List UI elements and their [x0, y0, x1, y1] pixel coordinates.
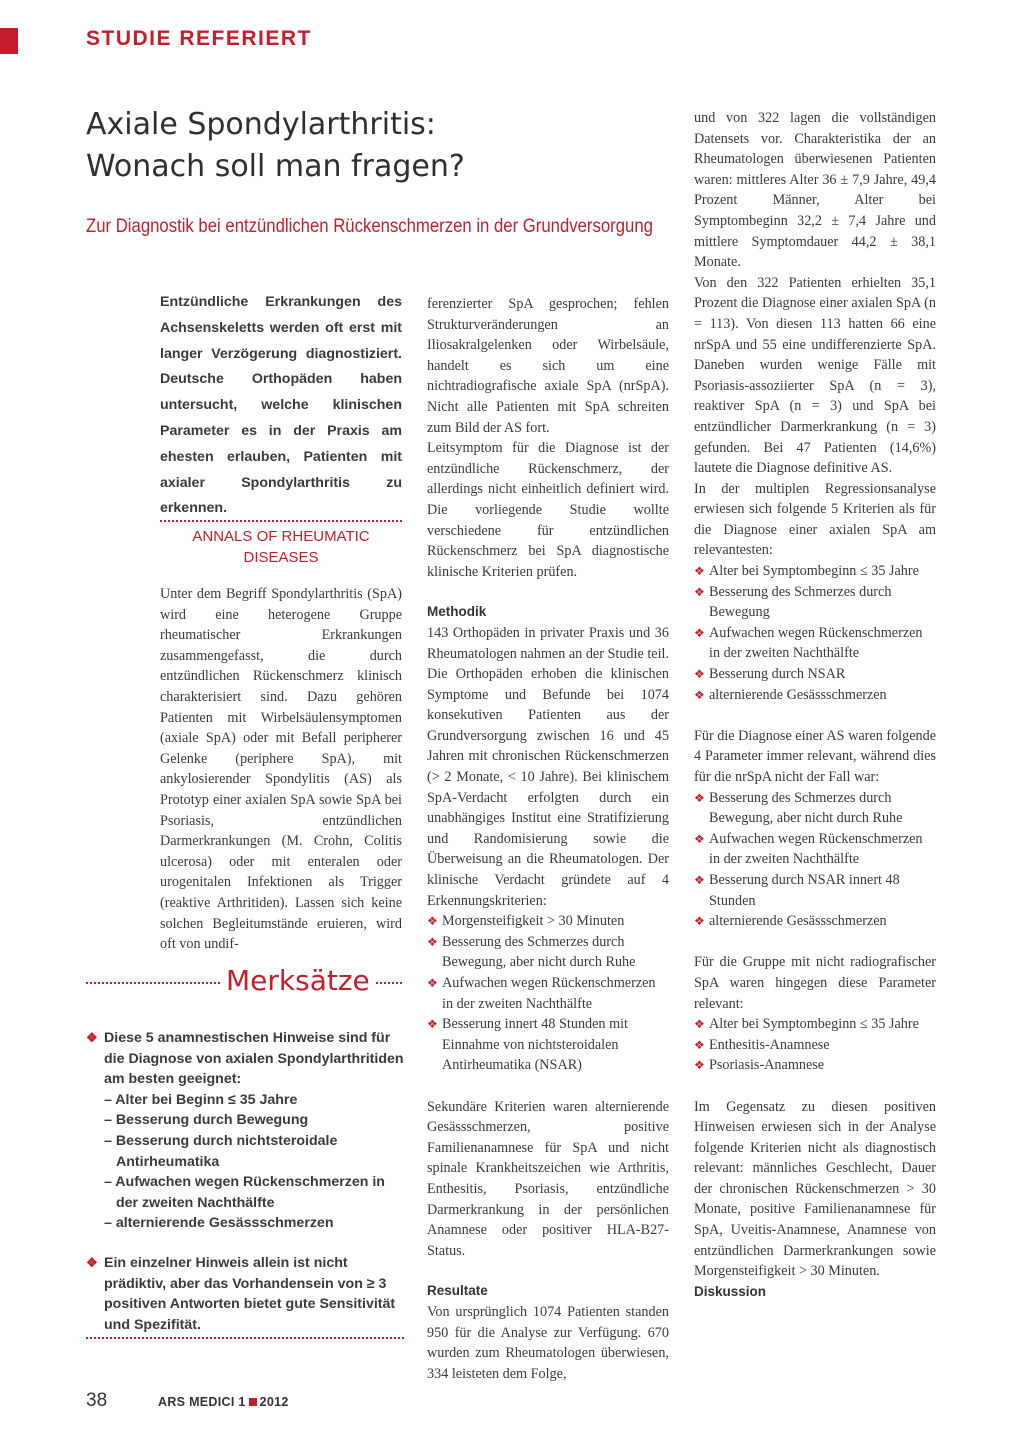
col2-paragraph-4: Sekundäre Kriterien waren alternierende Gesässschmerzen, positive Familienanamnese für SpA und nicht spinale Krankheitszeichen wie Arthritis, Enthesitis, Psoriasis, entzündliche Darmerkrankung in der persönlichen Anamnese oder positiver HLA-B27-Status. [427, 1098, 669, 1259]
col2-paragraph-5: Von ursprünglich 1074 Patienten standen 950 für die Analyse zur Verfügung. 670 wurden zum Rheumatologen überwiesen, 334 leisteten dem Folge, [427, 1303, 669, 1382]
criteria-list [427, 911, 669, 1076]
merksatz-list-item: – Besserung durch Bewegung [104, 1112, 309, 1129]
merksaetze-box [86, 1028, 404, 1335]
article-title [86, 104, 646, 188]
source-line-2: DISEASES [243, 549, 319, 566]
title-line-1: Axiale Spondylarthritis: [86, 107, 436, 142]
list-item: ❖ Morgensteifigkeit > 30 Minuten [427, 911, 669, 932]
merksatz-list-item: – alternierende Gesässschmerzen [104, 1215, 334, 1232]
col1-paragraph: Unter dem Begriff Spondylarthritis (SpA) wird eine heterogene Gruppe rheumatischer Erkrankungen zusammengefasst, die durch entzündlichen Rückenschmerz klinisch charakterisiert sind. Dazu gehören Patienten mit Wirbelsäulensymptomen (axiale SpA) oder mit Befall peripherer Gelenke (periphere SpA), mit ankylosierender Spondylitis (AS) als Prototyp einer axialen SpA sowie SpA bei Psoriasis, entzündlichen Darmerkrankungen (M. Crohn, Colitis ulcerosa) oder mit enteralen oder urogenitalen Infektionen als Trigger (reaktive Arthritiden). Lassen sich keine solchen Begleitumstände eruieren, wird oft von undif- [160, 586, 402, 953]
merksatz-2 [86, 1253, 404, 1335]
diamond-bullet-icon: ❖ [694, 831, 705, 846]
source-line-1: ANNALS OF RHEUMATIC [192, 528, 370, 545]
merksaetze-dots-right [376, 982, 402, 984]
list-item: ❖ Besserung des Schmerzes durch Bewegung [694, 583, 892, 621]
nrspa-criteria-list [694, 1014, 936, 1076]
heading-resultate: Resultate [427, 1283, 488, 1299]
diamond-bullet-icon: ❖ [427, 1017, 438, 1032]
merksaetze-heading [86, 964, 404, 997]
diamond-bullet-icon: ❖ [694, 564, 705, 579]
section-marker [0, 28, 18, 54]
diamond-bullet-icon: ❖ [86, 1254, 98, 1270]
page-number: 38 [86, 1390, 108, 1411]
square-separator-icon [249, 1398, 257, 1406]
list-item: ❖ Aufwachen wegen Rückenschmerzen in der zweiten Nachthälfte [694, 624, 923, 662]
col3-paragraph-1: und von 322 lagen die vollständigen Datensets vor. Charakteristika der an Rheumatologen überwiesenen Patienten waren: mittleres Alter 36 ± 7,9 Jahre, 49,4 Prozent Männer, Alter bei Symptombeginn 32,2 ± 7,4 Jahre und mittlere Symptomdauer 44,2 ± 38,1 Monate. [694, 110, 936, 271]
source-divider-top [160, 520, 402, 522]
diamond-bullet-icon: ❖ [694, 1058, 705, 1073]
col3-paragraph-4: Für die Diagnose einer AS waren folgende 4 Parameter immer relevant, während dies für die nrSpA nicht der Fall war: [694, 727, 936, 785]
diamond-bullet-icon: ❖ [86, 1030, 98, 1045]
list-item: ❖ Besserung des Schmerzes durch Bewegung, aber nicht durch Ruhe [694, 789, 903, 827]
diamond-bullet-icon: ❖ [694, 790, 705, 805]
col3-paragraph-6: Im Gegensatz zu diesen positiven Hinweisen erwiesen sich in der Analyse folgende Kriterien nicht als diagnostisch relevant: männliches Geschlecht, Dauer der chronischen Rückenschmerzen > 30 Monate, positive Familienanamnese für SpA, Uveitis-Anamnese, Anamnese von entzündlichen Darmerkrankungen sowie Morgensteifigkeit > 30 Minuten. [694, 1098, 936, 1280]
diamond-bullet-icon: ❖ [427, 914, 438, 929]
merksatz-list-item: – Aufwachen wegen Rückenschmerzen in der zweiten Nachthälfte [104, 1174, 385, 1211]
article-subtitle: Zur Diagnostik bei entzündlichen Rückenschmerzen in der Grundversorgung [86, 216, 653, 237]
merksaetze-title: Merksätze [226, 964, 370, 997]
list-item: ❖ alternierende Gesässschmerzen [694, 685, 936, 706]
diamond-bullet-icon: ❖ [694, 584, 705, 599]
merksatz-1-list [104, 1090, 404, 1234]
journal-name: ARS MEDICI 1 [158, 1395, 246, 1409]
list-item: ❖ Besserung durch NSAR innert 48 Stunden [694, 871, 900, 909]
title-line-2: Wonach soll man fragen? [86, 149, 465, 184]
merksaetze-divider-bottom [86, 1337, 404, 1339]
list-item: ❖ Besserung des Schmerzes durch Bewegung, aber nicht durch Ruhe [427, 933, 636, 971]
diamond-bullet-icon: ❖ [427, 934, 438, 949]
list-item: ❖ Besserung innert 48 Stunden mit Einnahme von nichtsteroidalen Antirheumatika (NSAR) [427, 1016, 628, 1074]
column-1 [160, 584, 402, 955]
diamond-bullet-icon: ❖ [694, 625, 705, 640]
source-label [160, 526, 402, 568]
list-item: ❖ Enthesitis-Anamnese [694, 1035, 936, 1056]
col2-paragraph-3: 143 Orthopäden in privater Praxis und 36 Rheumatologen nahmen an der Studie teil. Die Orthopäden erhoben die klinischen Symptome und Befunde bei 1074 konsekutiven Patienten aus der Grundversorgung zwischen 16 und 45 Jahren mit chronischen Rückenschmerzen (> 2 Monate, < 10 Jahre). Bei klinischem SpA-Verdacht erfolgten durch ein unabhängiges Institut eine Stratifizierung und Randomisierung sowie die Überweisung an die Rheumatologen. Der klinische Verdacht gründete auf 4 Erkennungskriterien: [427, 624, 669, 909]
col2-paragraph-1: ferenzierter SpA gesprochen; fehlen Strukturveränderungen an Iliosakralgelenken oder Wirbelsäule, handelt es sich um eine nichtradiografische axiale SpA (nrSpA). Nicht alle Patienten mit SpA schreiten zum Bild der AS fort. [427, 296, 669, 436]
list-item: ❖ Besserung durch NSAR [694, 664, 936, 685]
journal-year: 2012 [259, 1395, 289, 1409]
list-item: ❖ Aufwachen wegen Rückenschmerzen in der zweiten Nachthälfte [694, 830, 923, 868]
section-label: STUDIE REFERIERT [86, 27, 312, 50]
column-2 [427, 294, 669, 1384]
diamond-bullet-icon: ❖ [694, 1037, 705, 1052]
col2-paragraph-2: Leitsymptom für die Diagnose ist der entzündliche Rückenschmerz, der allerdings nicht einheitlich definiert wird. Die vorliegende Studie wollte verschiedene für entzündlichen Rückenschmerz bei SpA diagnostische klinische Kriterien prüfen. [427, 440, 669, 580]
heading-diskussion: Diskussion [694, 1283, 767, 1299]
merksatz-list-item: – Besserung durch nichtsteroidale Antirheumatika [104, 1132, 338, 1170]
list-item: ❖ alternierende Gesässschmerzen [694, 911, 936, 932]
merksatz-list-item: – Alter bei Beginn ≤ 35 Jahre [104, 1091, 298, 1108]
merksaetze-dots-left [86, 982, 220, 984]
merksatz-1 [86, 1028, 404, 1234]
merksatz-1-text: Diese 5 anamnestischen Hinweise sind für die Diagnose von axialen Spondylarthritiden am besten geeignet: [104, 1030, 404, 1088]
list-item: ❖ Alter bei Symptombeginn ≤ 35 Jahre [694, 561, 936, 582]
relevant-criteria-list [694, 561, 936, 705]
merksatz-2-text: Ein einzelner Hinweis allein ist nicht prädiktiv, aber das Vorhandensein von ≥ 3 positiven Antworten bietet gute Sensitivität und Spezifität. [104, 1254, 396, 1333]
diamond-bullet-icon: ❖ [694, 667, 705, 682]
diamond-bullet-icon: ❖ [694, 687, 705, 702]
diamond-bullet-icon: ❖ [694, 914, 705, 929]
list-item: ❖ Alter bei Symptombeginn ≤ 35 Jahre [694, 1014, 936, 1035]
as-criteria-list [694, 788, 936, 932]
col3-paragraph-2: Von den 322 Patienten erhielten 35,1 Prozent die Diagnose einer axialen SpA (n = 113). Von diesen 113 hatten 66 eine nrSpA und 55 eine undifferenzierte SpA. Daneben wurden wenige Fälle mit Psoriasis-assoziierter SpA (n = 3), reaktiver SpA (n = 3) und SpA bei entzündlicher Darmerkrankung (n = 3) gefunden. Bei 47 Patienten (14,6%) lautete die Diagnose definitive AS. [694, 274, 936, 477]
diamond-bullet-icon: ❖ [694, 872, 705, 887]
col3-paragraph-5: Für die Gruppe mit nicht radiografischer SpA waren hingegen diese Parameter relevant: [694, 954, 936, 1012]
diamond-bullet-icon: ❖ [694, 1017, 705, 1032]
list-item: ❖ Psoriasis-Anamnese [694, 1055, 936, 1076]
article-lead: Entzündliche Erkrankungen des Achsenskeletts werden oft erst mit langer Verzögerung diagnostiziert. Deutsche Orthopäden haben untersucht, welche klinischen Parameter es in der Praxis am ehesten erlauben, Patienten mit axialer Spondylarthritis zu erkennen. [160, 294, 402, 517]
heading-methodik: Methodik [427, 604, 487, 620]
diamond-bullet-icon: ❖ [427, 976, 438, 990]
column-3 [694, 108, 936, 1302]
col3-paragraph-3: In der multiplen Regressionsanalyse erwiesen sich folgende 5 Kriterien als für die Diagnose einer axialen SpA am relevantesten: [694, 480, 936, 559]
list-item: ❖ Aufwachen wegen Rückenschmerzen in der zweiten Nachthälfte [427, 975, 656, 1012]
journal-footer [158, 1395, 289, 1409]
